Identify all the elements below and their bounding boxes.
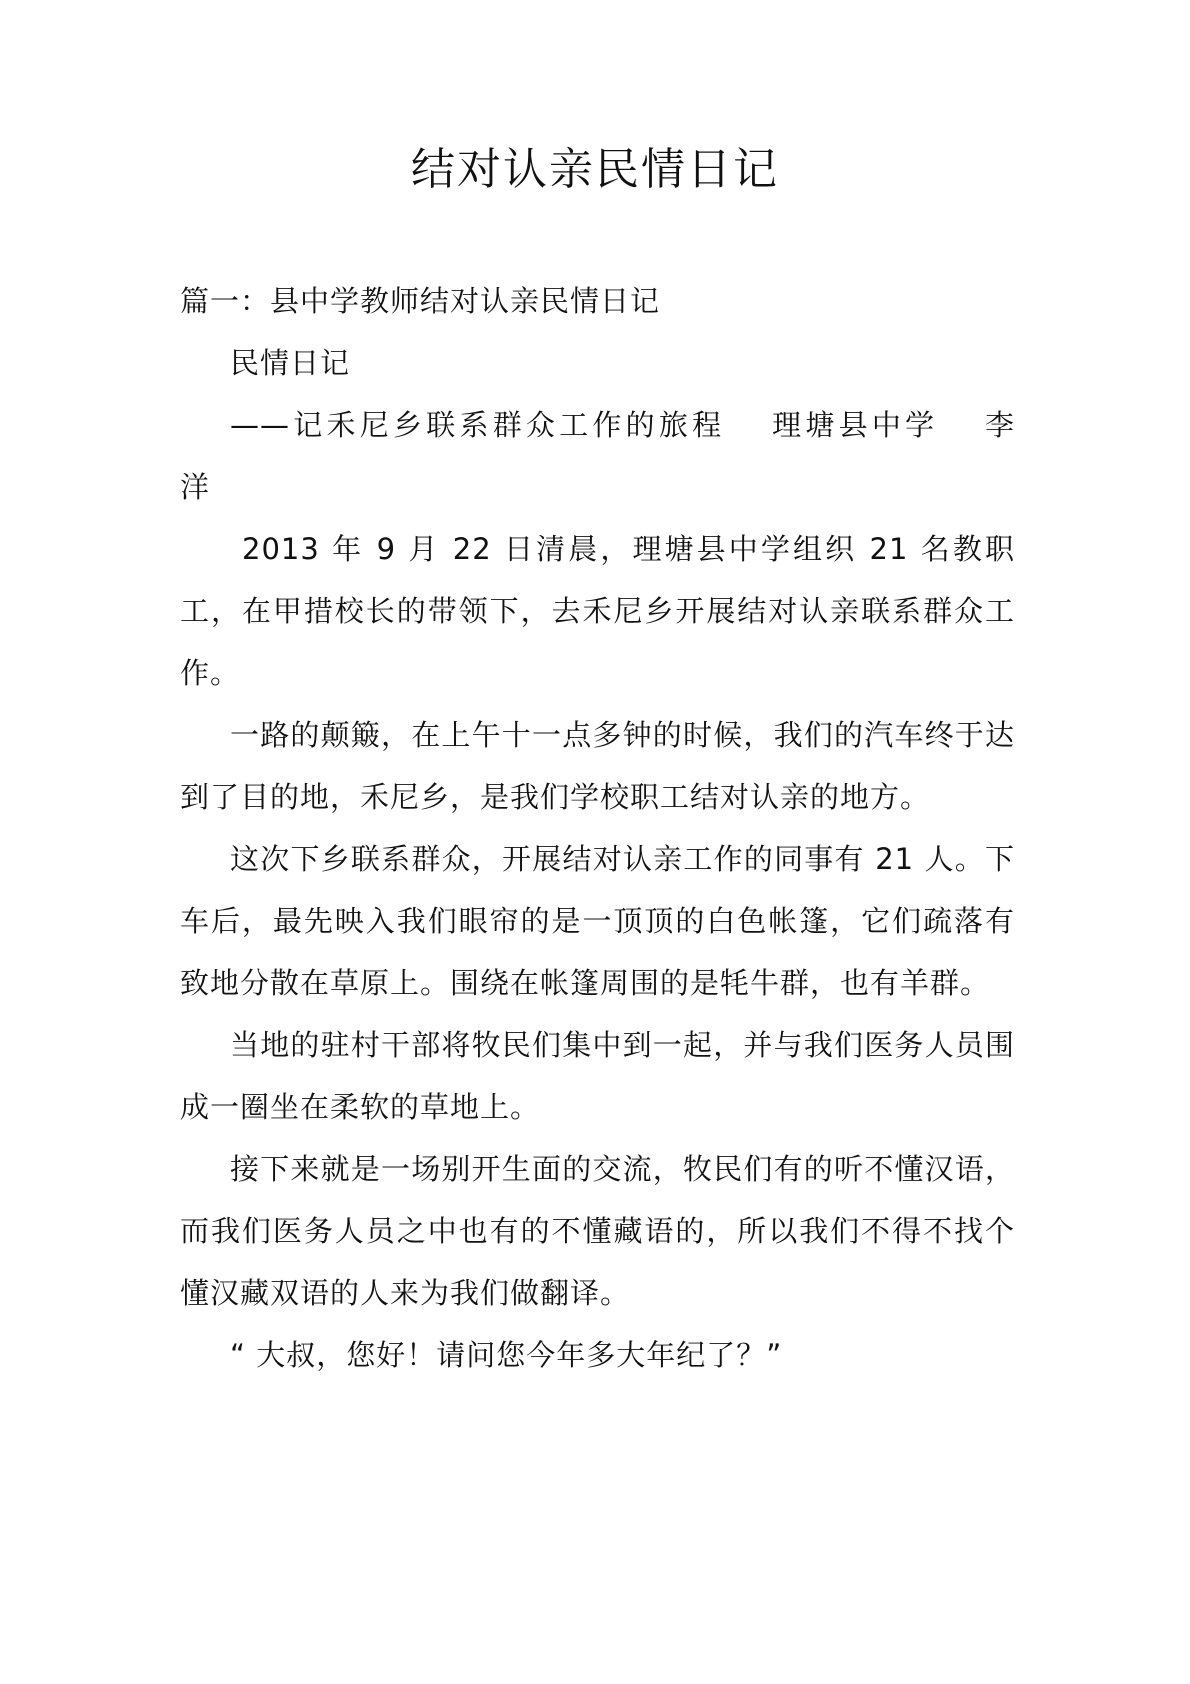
paragraph: 2013 年 9 月 22 日清晨，理塘县中学组织 21 名教职工，在甲措校长的带领下，去禾尼乡开展结对认亲联系群众工作。 [180,532,1015,690]
paragraph: 一路的颠簸，在上午十一点多钟的时候，我们的汽车终于达到了目的地，禾尼乡，是我们学校职工结对认亲的地方。 [180,718,1015,814]
document-body [180,270,1015,1386]
byline-line-2: 洋 [180,470,211,504]
paragraph: 接下来就是一场别开生面的交流，牧民们有的听不懂汉语，而我们医务人员之中也有的不懂藏语的，所以我们不得不找个懂汉藏双语的人来为我们做翻译。 [180,1152,1015,1310]
section-heading: 篇一：县中学教师结对认亲民情日记 [180,284,661,318]
subtitle: 民情日记 [230,346,351,380]
document-title: 结对认亲民情日记 [411,144,779,195]
byline-line-1: ——记禾尼乡联系群众工作的旅程 理塘县中学 李 [230,408,1015,442]
paragraph: 这次下乡联系群众，开展结对认亲工作的同事有 21 人。下车后，最先映入我们眼帘的是一顶顶的白色帐篷，它们疏落有致地分散在草原上。围绕在帐篷周围的是牦牛群，也有羊群。 [180,842,1015,1000]
paragraph: 当地的驻村干部将牧民们集中到一起，并与我们医务人员围成一圈坐在柔软的草地上。 [180,1028,1015,1124]
paragraph: “ 大叔，您好！请问您今年多大年纪了？” [230,1338,783,1372]
